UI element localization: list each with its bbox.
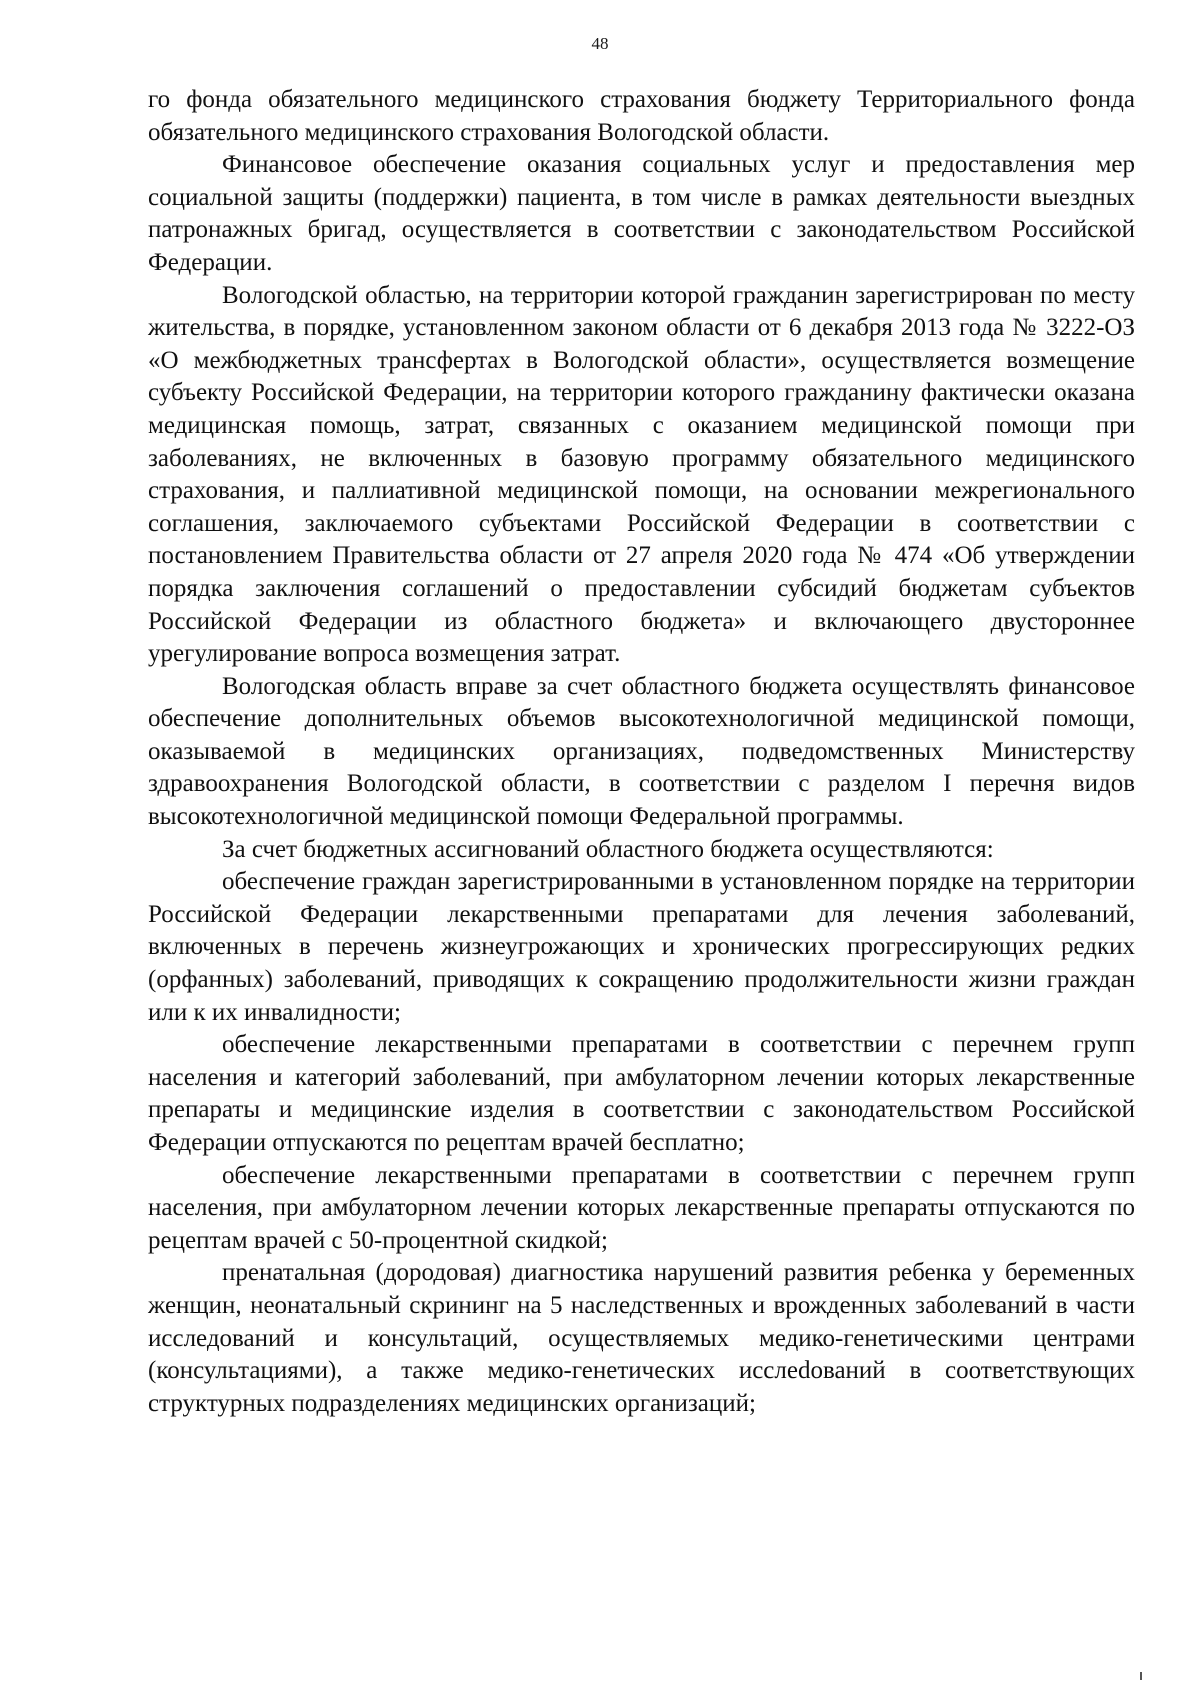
- list-item-prenatal-diagnostics: пренатальная (дородовая) диагностика нарушений развития ребенка у беременных женщин, неонатальный скрининг на 5 наследственных и врожденных заболеваний в части исследований и консультаций, осуществляемых медико-генетическими центрами (консультациями), а также медико-генетических исслеdований в соответствующих структурных подразделениях медицинских организаций;: [148, 1259, 1135, 1417]
- list-item-discount-prescriptions: обеспечение лекарственными препаратами в соответствии с перечнем групп населения, при амбулаторном лечении которых лекарственные препараты отпускаются по рецептам врачей с 50-процентной скидкой;: [148, 1161, 1135, 1254]
- page-number: 48: [591, 34, 609, 53]
- paragraph-high-tech-care: Вологодская область вправе за счет областного бюджета осуществлять финансовое обеспечение дополнительных объемов высокотехнологичной медицинской помощи, оказываемой в медицинских организациях, подведомственных Министерству здравоохранения Вологодской области, в соответствии с разделом I перечня видов высокотехнологичной медицинской помощи Федеральной программы.: [148, 672, 1135, 831]
- document-body: [148, 84, 1135, 1420]
- list-item-orphan-drugs: обеспечение граждан зарегистрированными в установленном порядке на территории Российской Федерации лекарственными препаратами для лечения заболеваний, включенных в перечень жизнеугрожающих и хронических прогрессирующих редких (орфанных) заболеваний, приводящих к сокращению продолжительности жизни граждан или к их инвалидности;: [148, 868, 1135, 1026]
- scan-artifact-mark: [1140, 1672, 1142, 1680]
- paragraph-social-services: Финансовое обеспечение оказания социальных услуг и предоставления мер социальной защиты (поддержки) пациента, в том числе в рамках деятельности выездных патронажных бригад, осуществляется в соответствии с законодательством Российской Федерации.: [148, 151, 1135, 276]
- paragraph-budget-intro: За счет бюджетных ассигнований областного бюджета осуществляются:: [222, 835, 994, 863]
- paragraph-cost-reimbursement: Вологодской областью, на территории которой гражданин зарегистрирован по месту жительства, в порядке, установленном законом области от 6 декабря 2013 года № 3222-ОЗ «О межбюджетных трансфертах в Вологодской области», осуществляется возмещение субъекту Российской Федерации, на территории которого гражданину фактически оказана медицинская помощь, затрат, связанных с оказанием медицинской помощи при заболеваниях, не включенных в базовую программу обязательного медицинского страхования, и паллиативной медицинской помощи, на основании межрегионального соглашения, заключаемого субъектами Российской Федерации в соответствии с постановлением Правительства области от 27 апреля 2020 года № 474 «Об утверждении порядка заключения соглашений о предоставлении субсидий бюджетам субъектов Российской Федерации из областного бюджета» и включающего двустороннее урегулирование вопроса возмещения затрат.: [148, 281, 1135, 668]
- list-item-free-prescriptions: обеспечение лекарственными препаратами в соответствии с перечнем групп населения и категорий заболеваний, при амбулаторном лечении которых лекарственные препараты и медицинские изделия в соответствии с законодательством Российской Федерации отпускаются по рецептам врачей бесплатно;: [148, 1031, 1135, 1156]
- paragraph-continuation: го фонда обязательного медицинского страхования бюджету Территориального фонда обязательного медицинского страхования Вологодской области.: [148, 86, 1135, 146]
